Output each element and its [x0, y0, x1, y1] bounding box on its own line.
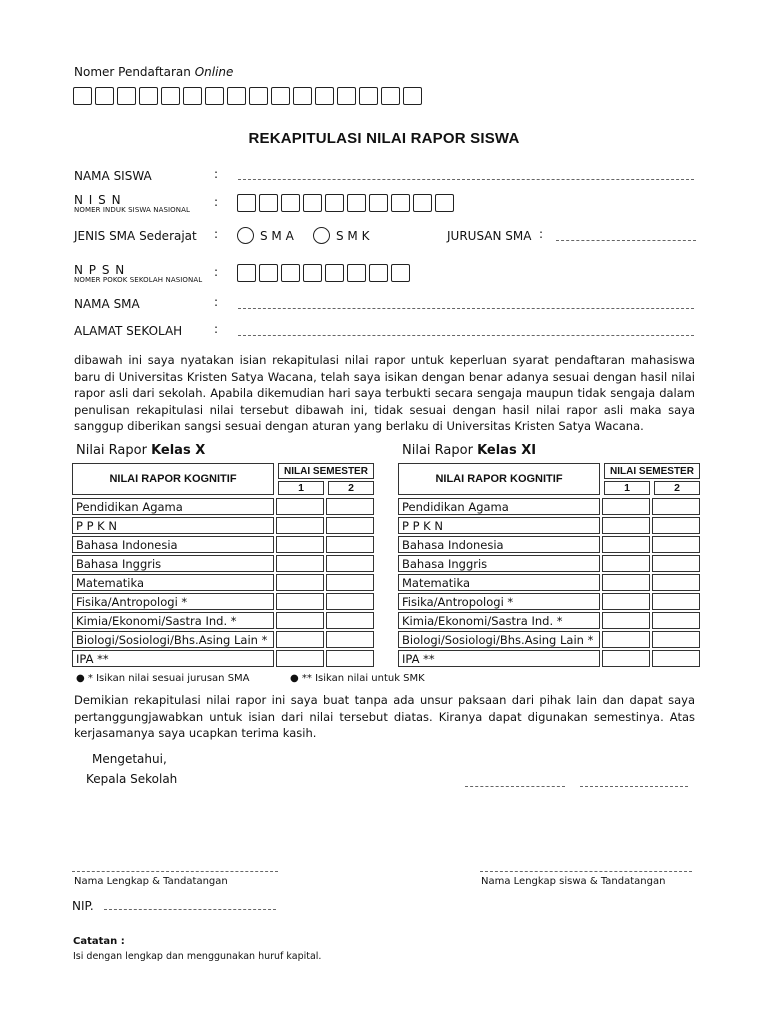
semester-2-grade-cell[interactable] — [652, 555, 700, 572]
subject-header: NILAI RAPOR KOGNITIF — [398, 463, 600, 495]
char-box[interactable] — [337, 87, 356, 105]
semester-header: NILAI SEMESTER — [604, 463, 700, 479]
colon: : — [214, 227, 219, 241]
semester-1-grade-cell[interactable] — [276, 612, 324, 629]
alamat-sekolah-label: ALAMAT SEKOLAH — [74, 324, 183, 338]
semester-1-header: 1 — [278, 481, 324, 495]
subject-row — [398, 536, 700, 553]
nisn-sublabel: NOMER INDUK SISWA NASIONAL — [74, 206, 190, 214]
char-box[interactable] — [249, 87, 268, 105]
semester-2-grade-cell[interactable] — [652, 498, 700, 515]
subject-row — [398, 612, 700, 629]
grade-table-kelas-x — [72, 443, 376, 669]
semester-1-grade-cell[interactable] — [602, 498, 650, 515]
semester-2-grade-cell[interactable] — [652, 536, 700, 553]
subject-row — [72, 536, 374, 553]
semester-1-grade-cell[interactable] — [602, 574, 650, 591]
npsn-boxes[interactable] — [237, 264, 410, 282]
student-signature-label: Nama Lengkap siswa & Tandatangan — [481, 876, 666, 887]
bullet-icon: ● — [76, 673, 85, 684]
registration-label: Nomer Pendaftaran Online — [74, 65, 234, 79]
subject-name: Pendidikan Agama — [398, 498, 600, 515]
catatan-instruction: Isi dengan lengkap dan menggunakan huruf kapital. — [73, 951, 322, 962]
date-field[interactable] — [580, 786, 688, 787]
semester-2-grade-cell[interactable] — [652, 612, 700, 629]
subject-row — [72, 574, 374, 591]
char-box[interactable] — [183, 87, 202, 105]
subject-row — [398, 650, 700, 667]
char-box[interactable] — [237, 264, 256, 282]
semester-2-grade-cell[interactable] — [652, 593, 700, 610]
grade-table-kelas-xi — [398, 443, 702, 669]
subject-name: Pendidikan Agama — [72, 498, 274, 515]
colon: : — [214, 322, 219, 336]
subject-name: Bahasa Indonesia — [72, 536, 274, 553]
semester-2-grade-cell[interactable] — [326, 631, 374, 648]
colon: : — [214, 167, 219, 181]
nisn-boxes[interactable] — [237, 194, 454, 212]
char-box[interactable] — [117, 87, 136, 105]
semester-1-grade-cell[interactable] — [276, 517, 324, 534]
subject-name: Biologi/Sosiologi/Bhs.Asing Lain * — [72, 631, 274, 648]
semester-2-grade-cell[interactable] — [326, 498, 374, 515]
semester-1-grade-cell[interactable] — [602, 555, 650, 572]
note-smk: ● ** Isikan nilai untuk SMK — [290, 673, 425, 684]
kepala-sekolah-label: Kepala Sekolah — [86, 772, 178, 786]
subject-row — [72, 555, 374, 572]
semester-2-grade-cell[interactable] — [326, 612, 374, 629]
page-title: REKAPITULASI NILAI RAPOR SISWA — [248, 130, 520, 147]
subject-name: Fisika/Antropologi * — [72, 593, 274, 610]
jenis-sma-label: JENIS SMA Sederajat — [74, 229, 197, 243]
subject-row — [72, 612, 374, 629]
char-box[interactable] — [281, 194, 300, 212]
radio-smk[interactable] — [313, 227, 330, 244]
semester-1-grade-cell[interactable] — [276, 631, 324, 648]
jurusan-field[interactable] — [556, 240, 696, 241]
char-box[interactable] — [259, 264, 278, 282]
char-box[interactable] — [161, 87, 180, 105]
subject-row — [398, 517, 700, 534]
catatan-label: Catatan : — [73, 936, 125, 947]
char-box[interactable] — [205, 87, 224, 105]
semester-2-grade-cell[interactable] — [326, 650, 374, 667]
char-box[interactable] — [347, 264, 366, 282]
semester-1-grade-cell[interactable] — [602, 593, 650, 610]
subject-row — [398, 555, 700, 572]
semester-1-grade-cell[interactable] — [276, 574, 324, 591]
char-box[interactable] — [391, 264, 410, 282]
registration-number-boxes[interactable] — [73, 87, 422, 105]
char-box[interactable] — [139, 87, 158, 105]
nip-label: NIP. — [72, 899, 94, 913]
semester-2-grade-cell[interactable] — [326, 536, 374, 553]
radio-sma[interactable] — [237, 227, 254, 244]
semester-1-grade-cell[interactable] — [602, 536, 650, 553]
subject-name: Matematika — [398, 574, 600, 591]
nama-siswa-field[interactable] — [238, 179, 694, 180]
char-box[interactable] — [435, 194, 454, 212]
semester-2-grade-cell[interactable] — [326, 574, 374, 591]
semester-1-header: 1 — [604, 481, 650, 495]
semester-2-grade-cell[interactable] — [326, 555, 374, 572]
semester-2-grade-cell[interactable] — [326, 517, 374, 534]
semester-1-grade-cell[interactable] — [276, 555, 324, 572]
semester-1-grade-cell[interactable] — [276, 650, 324, 667]
colon: : — [214, 195, 219, 209]
char-box[interactable] — [325, 194, 344, 212]
kepala-signature-label: Nama Lengkap & Tandatangan — [74, 876, 228, 887]
semester-1-grade-cell[interactable] — [602, 631, 650, 648]
semester-1-grade-cell[interactable] — [602, 612, 650, 629]
subject-name: Kimia/Ekonomi/Sastra Ind. * — [398, 612, 600, 629]
nama-sma-label: NAMA SMA — [74, 297, 140, 311]
semester-2-grade-cell[interactable] — [652, 574, 700, 591]
jurusan-label: JURUSAN SMA — [447, 229, 532, 243]
subject-name: Biologi/Sosiologi/Bhs.Asing Lain * — [398, 631, 600, 648]
char-box[interactable] — [403, 87, 422, 105]
colon: : — [214, 295, 219, 309]
char-box[interactable] — [369, 194, 388, 212]
nama-siswa-label: NAMA SISWA — [74, 169, 152, 183]
char-box[interactable] — [237, 194, 256, 212]
closing-paragraph: Demikian rekapitulasi nilai rapor ini saya buat tanpa ada unsur paksaan dari pihak lain dan dapat saya pertanggungjawabkan untuk isian dari nilai tersebut diatas. Kiranya dapat digunakan semestinya. Atas kerjasamanya saya ucapkan terima kasih. — [74, 693, 695, 740]
alamat-sekolah-field[interactable] — [238, 335, 694, 336]
subject-row — [398, 574, 700, 591]
semester-2-grade-cell[interactable] — [652, 631, 700, 648]
char-box[interactable] — [347, 194, 366, 212]
subject-name: Kimia/Ekonomi/Sastra Ind. * — [72, 612, 274, 629]
semester-1-grade-cell[interactable] — [602, 517, 650, 534]
subject-header: NILAI RAPOR KOGNITIF — [72, 463, 274, 495]
subject-row — [398, 631, 700, 648]
subject-row — [72, 498, 374, 515]
char-box[interactable] — [303, 194, 322, 212]
nama-sma-field[interactable] — [238, 308, 694, 309]
subject-name: IPA ** — [398, 650, 600, 667]
semester-1-grade-cell[interactable] — [602, 650, 650, 667]
char-box[interactable] — [73, 87, 92, 105]
char-box[interactable] — [281, 264, 300, 282]
subject-name: P P K N — [72, 517, 274, 534]
semester-1-grade-cell[interactable] — [276, 498, 324, 515]
subject-row — [72, 593, 374, 610]
bullet-icon: ● — [290, 673, 299, 684]
npsn-sublabel: NOMER POKOK SEKOLAH NASIONAL — [74, 276, 203, 284]
char-box[interactable] — [391, 194, 410, 212]
char-box[interactable] — [303, 264, 322, 282]
subject-name: P P K N — [398, 517, 600, 534]
char-box[interactable] — [413, 194, 432, 212]
subject-name: Fisika/Antropologi * — [398, 593, 600, 610]
note-jurusan: ● * Isikan nilai sesuai jurusan SMA — [76, 673, 250, 684]
nip-field[interactable] — [104, 909, 276, 910]
subject-name: Bahasa Inggris — [398, 555, 600, 572]
semester-2-grade-cell[interactable] — [326, 593, 374, 610]
colon: : — [539, 227, 544, 241]
char-box[interactable] — [325, 264, 344, 282]
semester-2-header: 2 — [654, 481, 700, 495]
char-box[interactable] — [227, 87, 246, 105]
char-box[interactable] — [95, 87, 114, 105]
subject-name: Bahasa Indonesia — [398, 536, 600, 553]
table-caption: Nilai Rapor Kelas XI — [402, 443, 537, 458]
npsn-label: N P S N — [74, 263, 126, 277]
radio-sma-option[interactable]: S M A — [237, 227, 294, 244]
char-box[interactable] — [381, 87, 400, 105]
char-box[interactable] — [369, 264, 388, 282]
semester-1-grade-cell[interactable] — [276, 593, 324, 610]
table-header — [72, 463, 376, 497]
subject-row — [72, 650, 374, 667]
subject-row — [72, 631, 374, 648]
student-signature-line[interactable] — [480, 871, 692, 872]
char-box[interactable] — [359, 87, 378, 105]
table-header — [398, 463, 702, 497]
kepala-signature-line[interactable] — [72, 871, 278, 872]
mengetahui-label: Mengetahui, — [92, 752, 167, 766]
semester-2-grade-cell[interactable] — [652, 650, 700, 667]
char-box[interactable] — [259, 194, 278, 212]
subject-row — [398, 498, 700, 515]
nisn-label: N I S N — [74, 193, 122, 207]
subject-row — [72, 517, 374, 534]
subject-name: Matematika — [72, 574, 274, 591]
statement-paragraph: dibawah ini saya nyatakan isian rekapitulasi nilai rapor untuk keperluan syarat pendaftaran mahasiswa baru di Universitas Kristen Satya Wacana, telah saya isikan dengan benar adanya sesuai dengan hasil nilai rapor asli dari sekolah. Apabila dikemudian hari saya terbukti secara sengaja maupun tidak sengaja dalam penulisan rekapitulasi nilai tersebut dibawah ini, tidak sesuai dengan hasil nilai rapor asli maka saya sanggup diberikan sangsi sesuai dengan aturan yang berlaku di Universitas Kristen Satya Wacana. — [74, 353, 695, 433]
char-box[interactable] — [271, 87, 290, 105]
subject-name: Bahasa Inggris — [72, 555, 274, 572]
semester-2-grade-cell[interactable] — [652, 517, 700, 534]
radio-smk-option[interactable]: S M K — [313, 227, 369, 244]
date-place-field[interactable] — [465, 786, 565, 787]
char-box[interactable] — [315, 87, 334, 105]
table-caption: Nilai Rapor Kelas X — [76, 443, 206, 458]
colon: : — [214, 265, 219, 279]
subject-name: IPA ** — [72, 650, 274, 667]
semester-header: NILAI SEMESTER — [278, 463, 374, 479]
char-box[interactable] — [293, 87, 312, 105]
semester-1-grade-cell[interactable] — [276, 536, 324, 553]
semester-2-header: 2 — [328, 481, 374, 495]
subject-row — [398, 593, 700, 610]
